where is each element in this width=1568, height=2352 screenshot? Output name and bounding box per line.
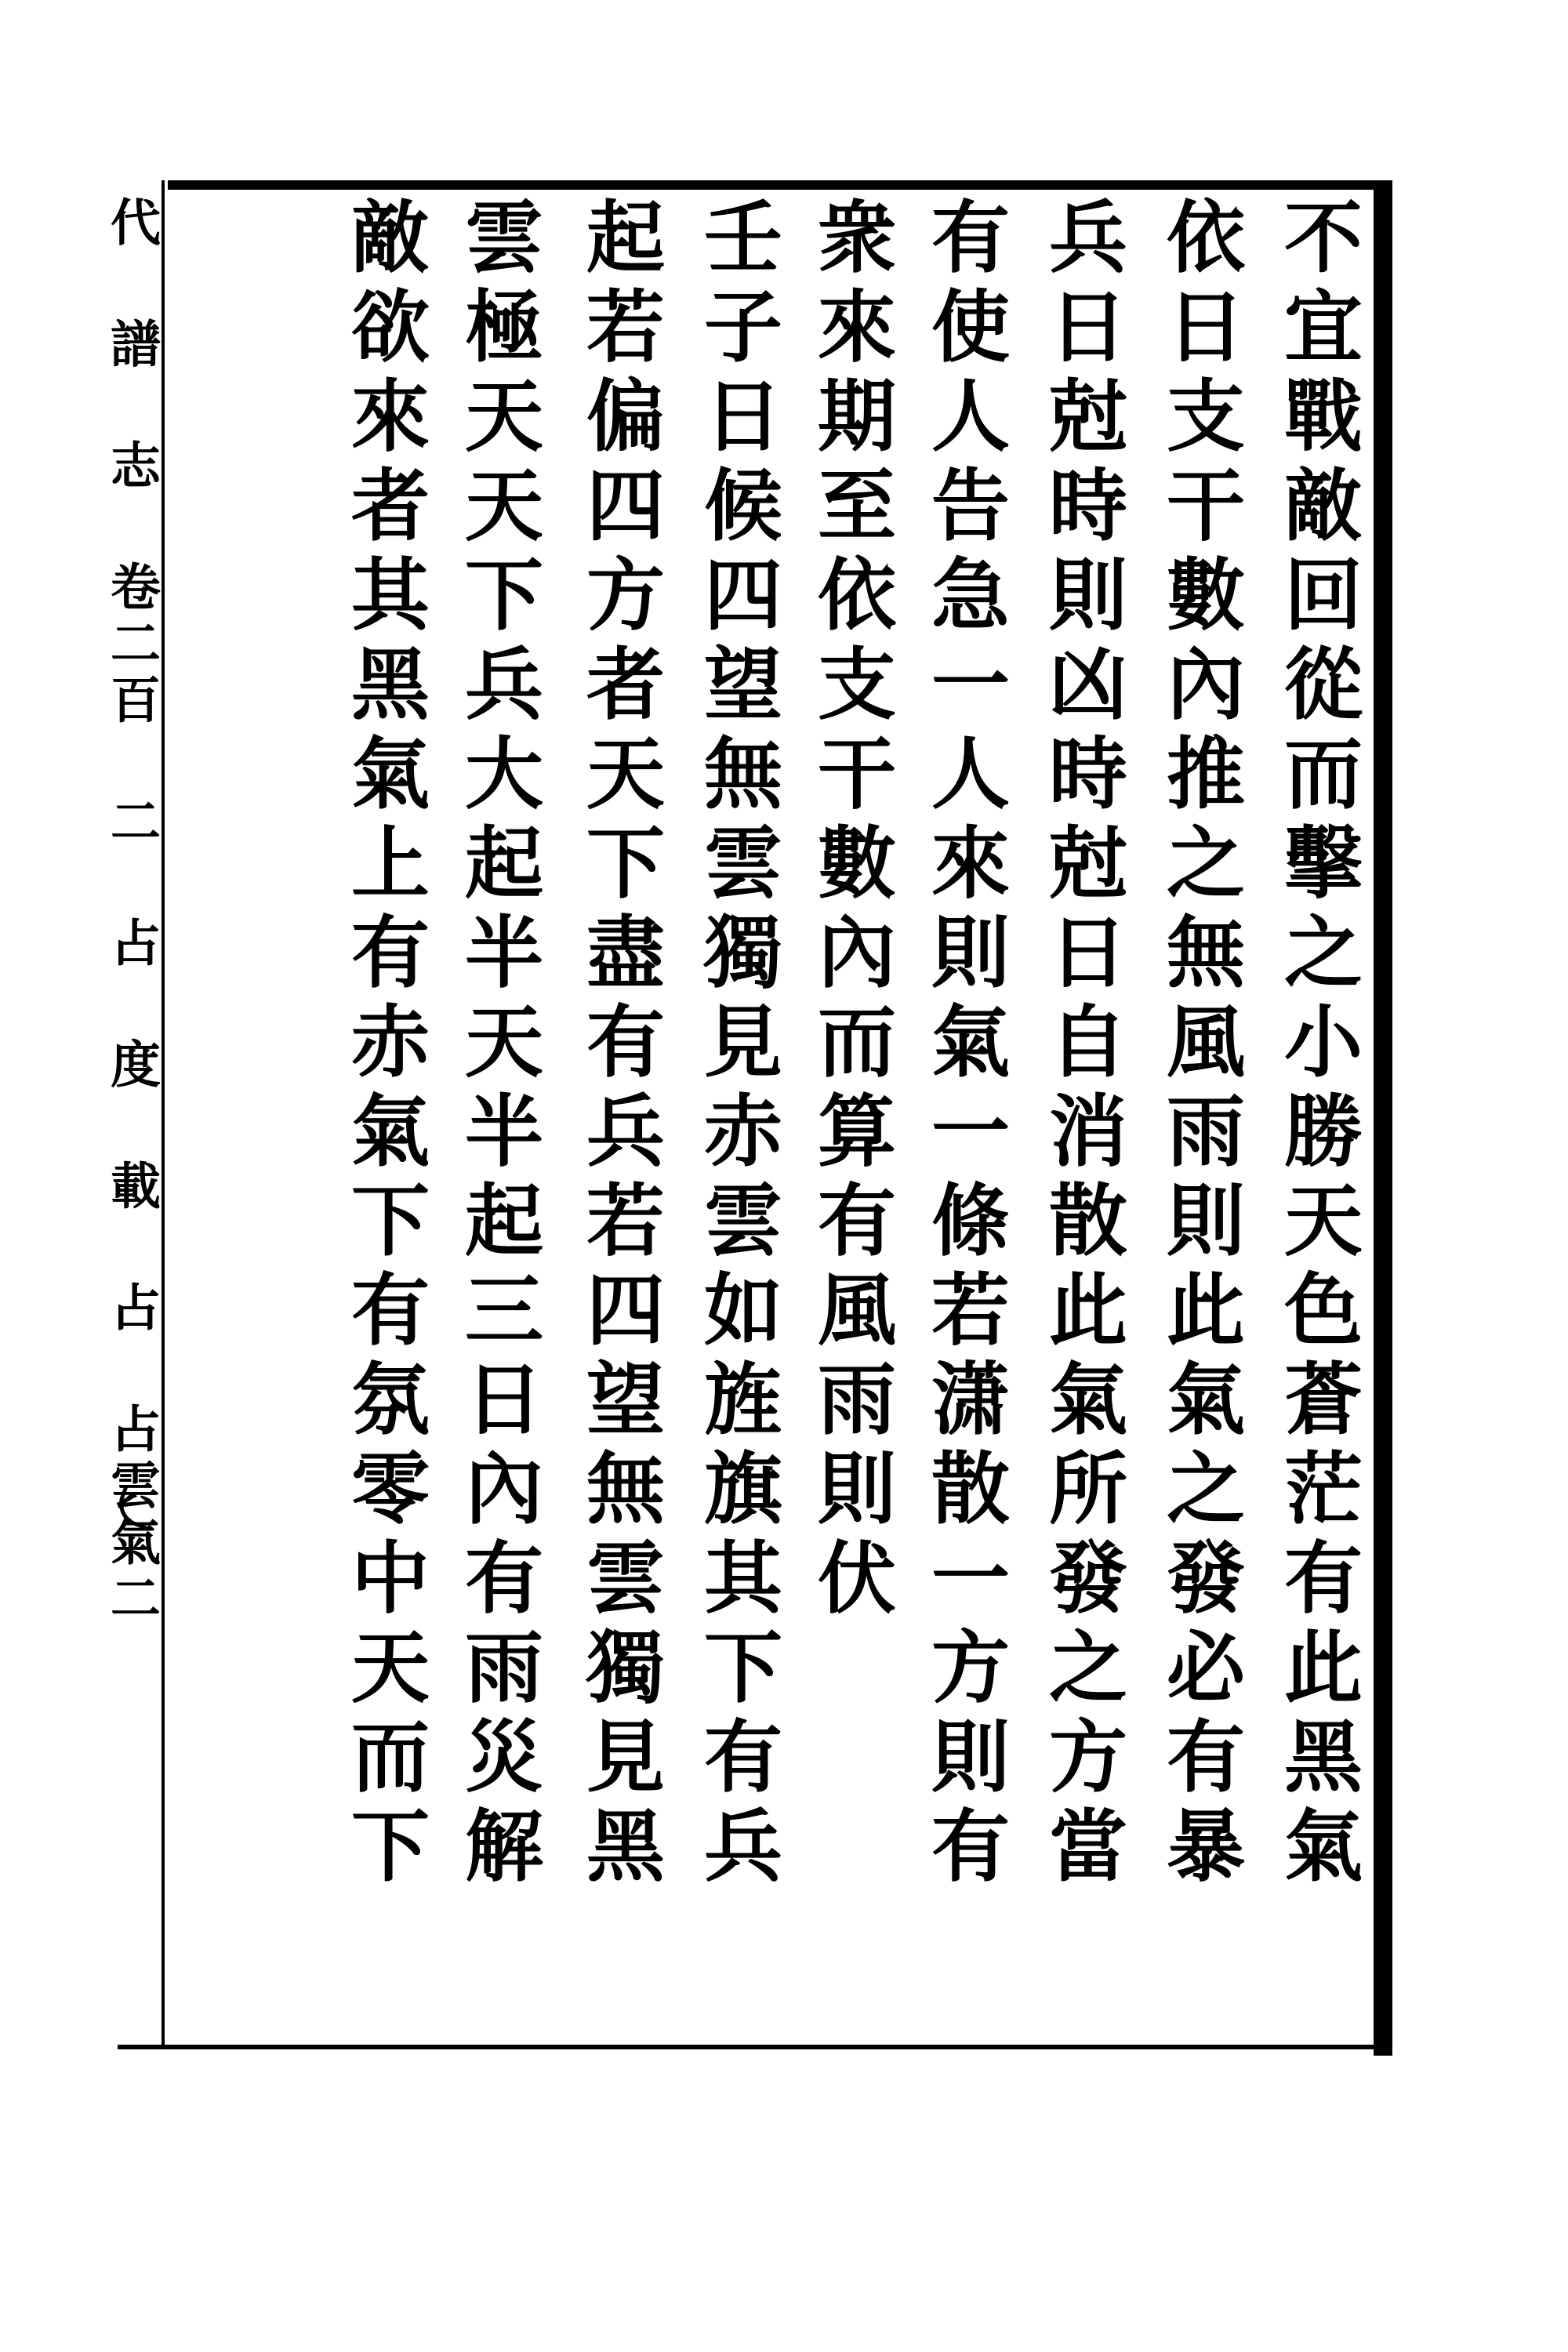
text-column-4: 有使人告急一人來則氣一條若潇散一方則有 xyxy=(918,196,1011,1894)
text-column-8: 雲極天天下兵大起半天半起三日內有雨災解 xyxy=(452,196,544,1894)
text-column-6: 壬子日候四望無雲獨見赤雲如旌旗其下有兵 xyxy=(691,196,783,1894)
text-column-1: 不宜戰敵回從而擊之小勝天色蒼茫有此黑氣 xyxy=(1271,196,1363,1894)
text-column-3: 兵日尅時則凶時尅日自消散此氣所發之方當 xyxy=(1036,196,1128,1894)
margin-title: 代 譜 志 卷二百 二 占 度 載 占 占雲氣二 xyxy=(102,196,161,1628)
text-column-2: 依日支干數內推之無風雨則此氣之發必有暴 xyxy=(1153,196,1246,1894)
page-frame-right xyxy=(1374,182,1392,2056)
text-column-7: 起若偏四方者天下盡有兵若四望無雲獨見黑 xyxy=(573,196,666,1894)
page-frame-bottom xyxy=(118,2045,1392,2049)
text-column-9: 敵欲來者其黑氣上有赤氣下有氛零中天而下 xyxy=(338,196,430,1894)
page-frame-inner xyxy=(162,180,165,2046)
page-frame-top xyxy=(168,180,1392,190)
text-column-5: 衆來期至依支干數內而算有風雨則伏 xyxy=(804,196,897,1626)
